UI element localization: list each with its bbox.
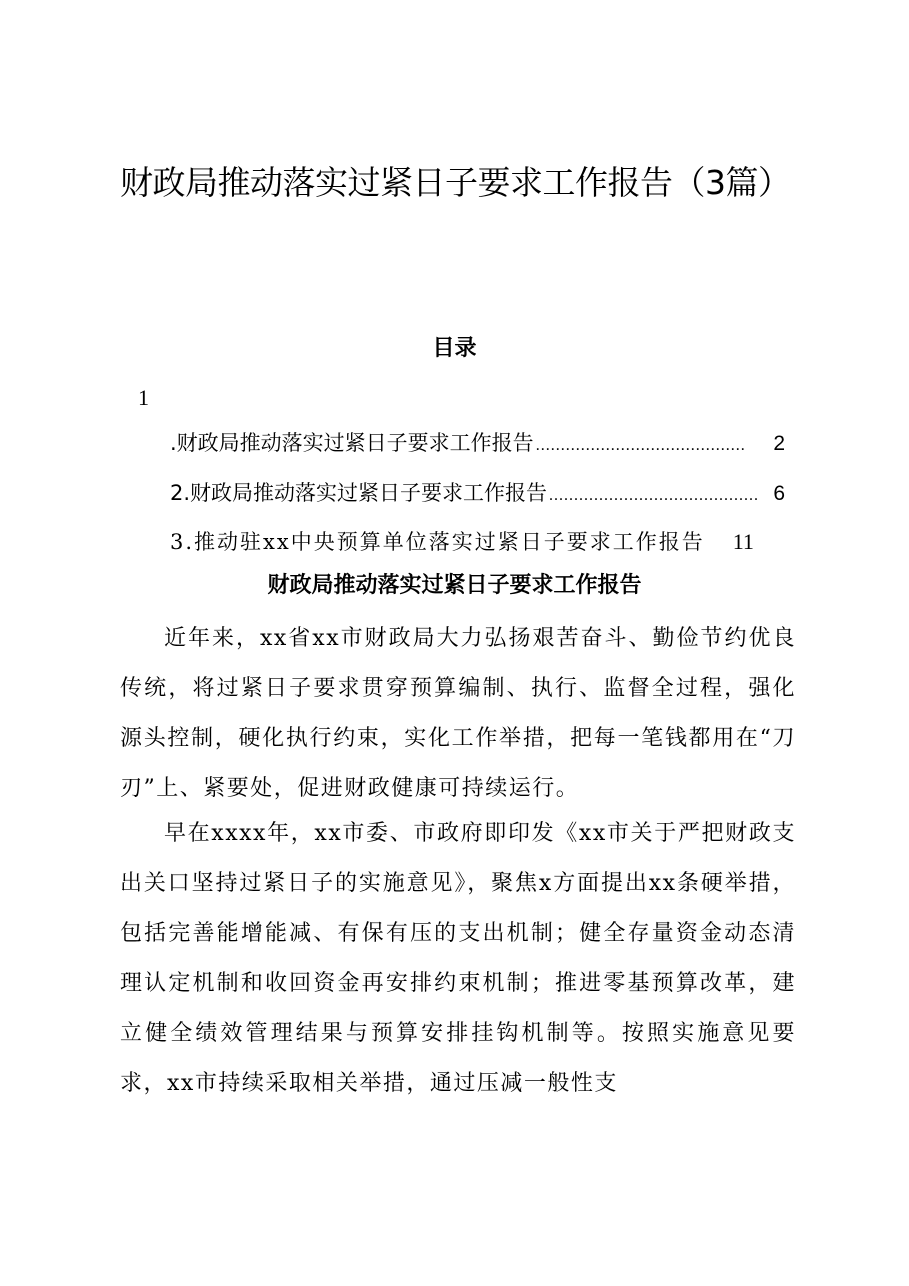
toc-entry-text: .财政局推动落实过紧日子要求工作报告 <box>170 431 534 455</box>
toc-entry-page: 11 <box>732 529 754 554</box>
toc-entry-text: 3.推动驻xx中央预算单位落实过紧日子要求工作报告 <box>170 530 705 554</box>
toc-entry[interactable] <box>170 478 785 511</box>
toc-page-marker: 1 <box>138 385 149 410</box>
toc-leader-dots: .......................................... <box>549 487 760 504</box>
toc-entry[interactable] <box>170 527 785 557</box>
toc-entry[interactable] <box>170 428 785 461</box>
toc-entry-text: 2.财政局推动落实过紧日子要求工作报告 <box>170 481 548 505</box>
document-title: 财政局推动落实过紧日子要求工作报告（3篇） <box>120 163 791 202</box>
section-title: 财政局推动落实过紧日子要求工作报告 <box>267 572 642 598</box>
toc-entry-page: 6 <box>773 482 785 505</box>
toc-leader-dots: .......................................... <box>535 437 746 454</box>
toc-heading: 目录 <box>432 335 477 361</box>
toc-entry-page: 2 <box>773 432 785 455</box>
body-paragraph: 近年来，xx省xx市财政局大力弘扬艰苦奋斗、勤俭节约优良传统，将过紧日子要求贯穿预算编制、执行、监督全过程，强化源头控制，硬化执行约束，实化工作举措，把每一笔钱都用在“刀刃”上、紧要处，促进财政健康可持续运行。 <box>120 626 796 801</box>
body-paragraph: 早在xxxx年，xx市委、市政府即印发《xx市关于严把财政支出关口坚持过紧日子的实施意见》，聚焦x方面提出xx条硬举措，包括完善能增能减、有保有压的支出机制；健全存量资金动态清理认定机制和收回资金再安排约束机制；推进零基预算改革，建立健全绩效管理结果与预算安排挂钩机制等。按照实施意见要求，xx市持续采取相关举措，通过压减一般性支 <box>120 821 796 1096</box>
